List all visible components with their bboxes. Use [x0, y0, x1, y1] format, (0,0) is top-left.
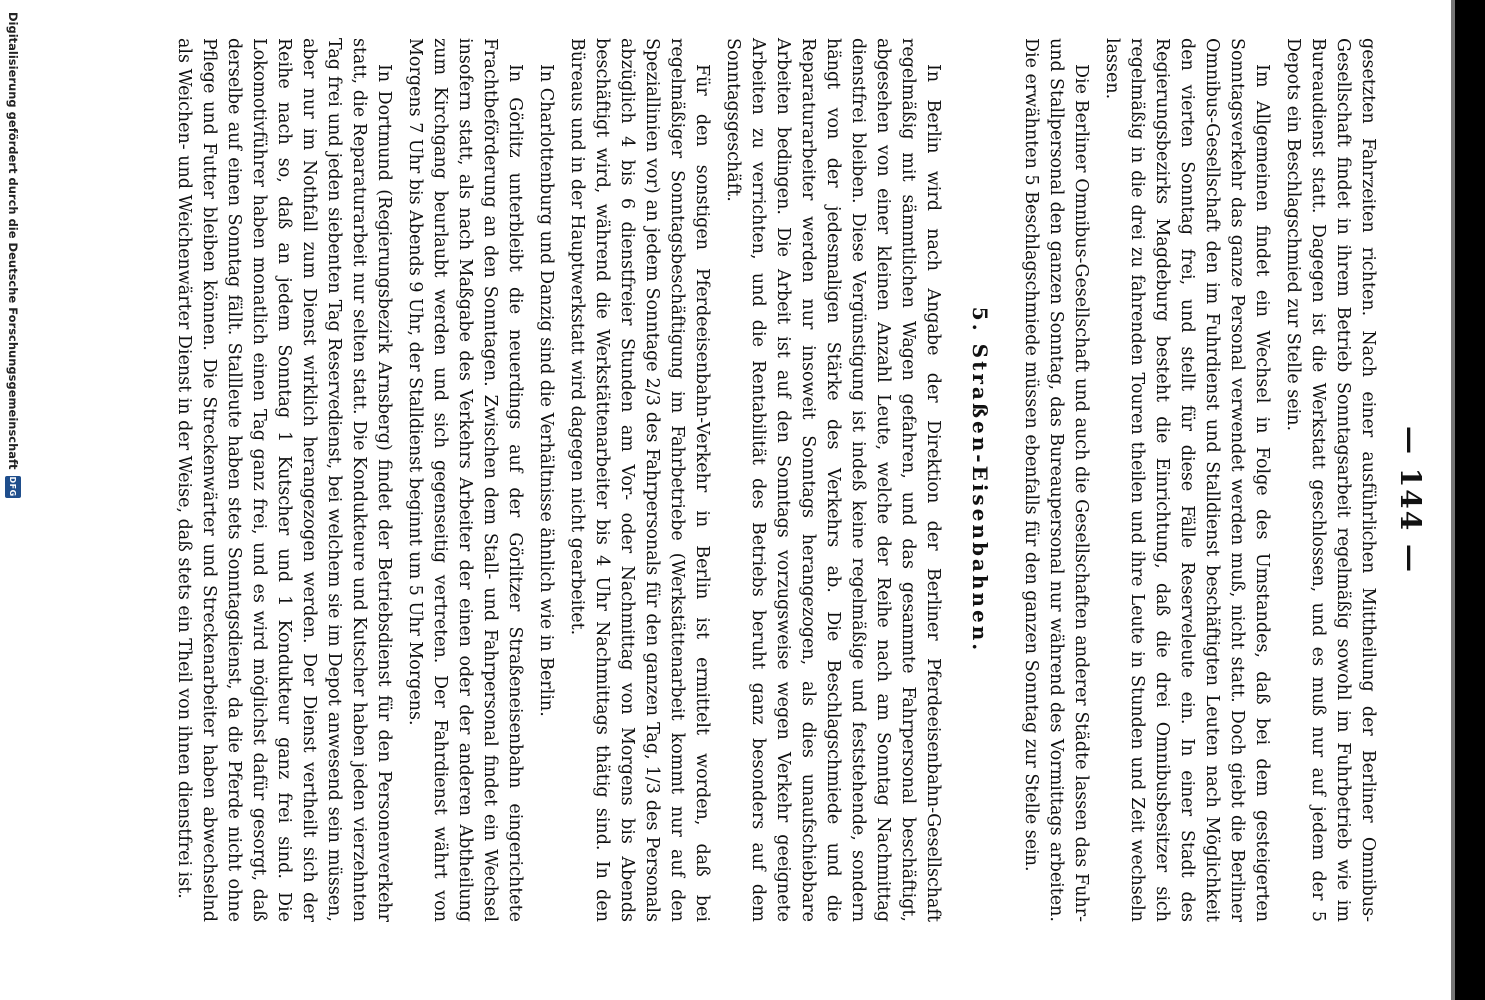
- dfg-logo-icon: DFG: [5, 476, 21, 498]
- body-text: [171, 38, 1380, 922]
- paragraph: In Dortmund (Regierungsbezirk Arnsberg) findet der Betriebsdienst für den Personenverkehr statt, die Reparaturarbeit nur selten statt. Die Kondukteure und Kutscher haben jeden vierzehnten Tag frei und jeden siebenten Tag Reservedienst, bei welchem sie im Depot anwesend sein müssen, aber nur im Nothfall zum Dienst wirklich herangezogen werden. Der Dienst vertheilt sich der Reihe nach so, daß an jedem Sonntag 1 Kutscher und 1 Kondukteur ganz frei sind. Die Lokomotivführer haben monatlich einen Tag ganz frei, und es wird möglichst dafür gesorgt, daß derselbe auf einen Sonntag fällt. Stallleute haben stets Sonntagsdienst, da die Pferde nicht ohne Pflege und Futter bleiben können. Die Streckenwärter und Streckenarbeiter haben abwechselnd als Weichen- und Weichenwärter Dienst in der Weise, daß stets ein Theil von ihnen dienstfrei ist.: [174, 38, 394, 922]
- paragraph: Die Berliner Omnibus-Gesellschaft und auch die Gesellschaften anderer Städte lassen das Fuhr- und Stallpersonal den ganzen Sonntag, das Bureaupersonal nur während des Vormittags arbeiten. Die erwähnten 5 Beschlagschmiede müssen ebenfalls für den ganzen Sonntag zur Stelle sein.: [1021, 38, 1091, 922]
- paragraph: Für den sonstigen Pferdeeisenbahn-Verkehr in Berlin ist ermittelt worden, daß bei regelmäßiger Sonntagsbeschäftigung im Fahrbetriebe (Werkstättenarbeit kommt nur auf den Speziallinien vor) an jedem Sonntage 2/3 des Fahrpersonals für den ganzen Tag, 1/3 des Personals abzüglich 4 bis 6 dienstfreier Stunden am Vor- oder Nachmittag von Morgens bis Abends beschäftigt wird, während die Werkstättenarbeiter bis 4 Uhr Nachmittags thätig sind. In den Büreaus und in der Hauptwerkstatt wird dagegen nicht gearbeitet.: [567, 38, 712, 922]
- scan-border-fade: [1451, 0, 1455, 1000]
- paragraph: Im Allgemeinen findet ein Wechsel in Folge des Umstandes, daß bei dem gesteigerten Sonntagsverkehr das ganze Personal verwendet werden muß, nicht statt. Doch giebt die Berliner Omnibus-Gesellschaft den im Fuhrdienst und Stalldienst beschäftigten Leuten nach Möglichkeit den vierten Sonntag frei, und stellt für diese Fälle Reserveleute ein. In einer Stadt des Regierungsbezirks Magdeburg besteht die Einrichtung, daß die drei Omnibusbesitzer sich regelmäßig in die drei zu fahrenden Touren theilen und ihre Leute in Stunden und Zeit wechseln lassen.: [1102, 38, 1272, 922]
- paragraph: In Charlottenburg und Danzig sind die Verhältnisse ähnlich wie in Berlin.: [536, 64, 556, 717]
- paragraph: In Görlitz unterbleibt die neuerdings auf der Görlitzer Straßeneisenbahn eingerichtete Frachtbeförderung an den Sonntagen. Zwischen dem Stall- und Fahrpersonal findet ein Wechsel insofern statt, als nach Maßgabe des Verkehrs Arbeiter der einen oder der anderen Abtheilung zum Kirchgang beurlaubt werden und sich gegenseitig vertreten. Der Fahrdienst währt von Morgens 7 Uhr bis Abends 9 Uhr, der Stalldienst beginnt um 5 Uhr Morgens.: [405, 38, 525, 922]
- paragraph: In Berlin wird nach Angabe der Direktion der Berliner Pferdeeisenbahn-Gesellschaft regelmäßig mit sämmtlichen Wagen gefahren, und das gesammte Fahrpersonal beschäftigt, abgesehen von einer kleinen Anzahl Leute, welche der Reihe nach am Sonntag Nachmittag dienstfrei bleiben. Diese Vergünstigung ist indeß keine regelmäßige und feststehende, sondern hängt von der jedesmaligen Stärke des Verkehrs ab. Die Beschlagschmiede und die Reparaturarbeiter werden nur insoweit Sonntags herangezogen, als dies unaufschiebbare Arbeiten bedingen. Die Arbeit ist auf den Sonntags vorzugsweise wegen Verkehr geeignete Arbeiten zu verrichten, und die Rentabilität des Betriebs beruht ganz besonders auf dem Sonntagsgeschäft.: [723, 38, 943, 922]
- credit-text: Digitalisierung gefördert durch die Deutsche Forschungsgemeinschaft: [6, 12, 20, 470]
- digitization-credit: [2, 0, 24, 1000]
- paragraph: gesetzten Fahrzeiten richten. Nach einer ausführlichen Mittheilung der Berliner Omnibus-Gesellschaft findet in ihrem Betrieb Sonntagsarbeit regelmäßig sowohl im Fuhrbetrieb wie im Bureaudienst statt. Dagegen ist die Werkstatt geschlossen, und es muß nur auf jedem der 5 Depots ein Beschlagschmied zur Stelle sein.: [1283, 38, 1378, 922]
- page-number: — 144 —: [1394, 426, 1427, 574]
- scan-border: [1455, 0, 1485, 1000]
- section-heading: 5. Straßen-Eisenbahnen.: [968, 306, 992, 654]
